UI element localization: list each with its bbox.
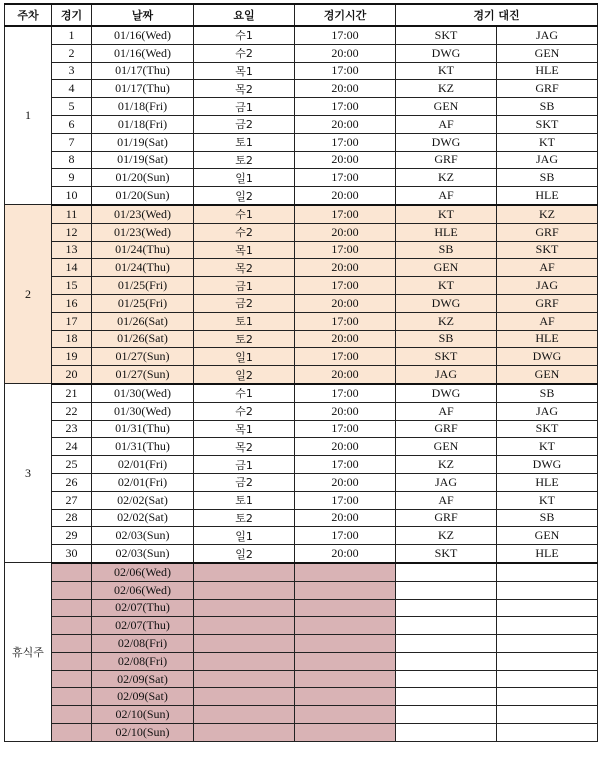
game-date: 02/01(Fri) (92, 473, 194, 491)
team-2: HLE (497, 330, 598, 348)
table-row (5, 312, 598, 330)
team-2: KT (497, 438, 598, 456)
game-time (295, 724, 396, 742)
game-number (52, 724, 92, 742)
game-time: 17:00 (295, 133, 396, 151)
game-date: 02/03(Sun) (92, 527, 194, 545)
game-date: 02/09(Sat) (92, 688, 194, 706)
game-number: 13 (52, 241, 92, 259)
table-row (5, 724, 598, 742)
team-2: HLE (497, 62, 598, 80)
team-2: GEN (497, 366, 598, 384)
game-date: 01/18(Fri) (92, 98, 194, 116)
team-2: DWG (497, 456, 598, 474)
header-day: 요일 (194, 4, 295, 26)
team-2: SB (497, 169, 598, 187)
table-row (5, 617, 598, 635)
table-row (5, 294, 598, 312)
team-1: AF (396, 187, 497, 205)
game-number (52, 635, 92, 653)
game-number: 19 (52, 348, 92, 366)
team-1: KZ (396, 456, 497, 474)
team-2: JAG (497, 402, 598, 420)
team-2: SB (497, 98, 598, 116)
team-1: AF (396, 115, 497, 133)
team-2: HLE (497, 545, 598, 563)
game-time: 20:00 (295, 294, 396, 312)
header-date: 날짜 (92, 4, 194, 26)
game-number: 11 (52, 205, 92, 223)
team-2 (497, 652, 598, 670)
game-number (52, 688, 92, 706)
game-number: 7 (52, 133, 92, 151)
table-row (5, 44, 598, 62)
game-number: 17 (52, 312, 92, 330)
team-1: KT (396, 205, 497, 223)
game-number: 9 (52, 169, 92, 187)
team-1: DWG (396, 384, 497, 402)
game-time: 17:00 (295, 527, 396, 545)
team-2: GRF (497, 223, 598, 241)
game-date: 01/26(Sat) (92, 330, 194, 348)
team-1: SKT (396, 545, 497, 563)
game-number: 10 (52, 187, 92, 205)
game-number: 25 (52, 456, 92, 474)
game-day: 목1 (194, 241, 295, 259)
game-date: 01/20(Sun) (92, 187, 194, 205)
table-row (5, 581, 598, 599)
game-number (52, 581, 92, 599)
team-1: SB (396, 330, 497, 348)
team-2: HLE (497, 187, 598, 205)
game-number: 1 (52, 26, 92, 44)
game-number: 22 (52, 402, 92, 420)
game-time: 20:00 (295, 509, 396, 527)
team-2 (497, 563, 598, 581)
game-day: 금1 (194, 277, 295, 295)
game-number (52, 652, 92, 670)
game-date: 02/06(Wed) (92, 563, 194, 581)
game-time: 20:00 (295, 44, 396, 62)
week-section (5, 384, 598, 563)
table-row (5, 241, 598, 259)
game-time: 17:00 (295, 420, 396, 438)
team-2: KZ (497, 205, 598, 223)
team-1: GEN (396, 259, 497, 277)
table-row (5, 151, 598, 169)
team-2: SB (497, 384, 598, 402)
game-day: 일1 (194, 348, 295, 366)
game-day (194, 617, 295, 635)
game-number: 27 (52, 491, 92, 509)
team-1: KT (396, 62, 497, 80)
table-header (5, 4, 598, 26)
game-day: 목1 (194, 62, 295, 80)
table-row (5, 635, 598, 653)
game-time (295, 670, 396, 688)
game-date: 02/01(Fri) (92, 456, 194, 474)
game-number: 16 (52, 294, 92, 312)
game-day: 토1 (194, 491, 295, 509)
team-1: GEN (396, 98, 497, 116)
team-2: JAG (497, 277, 598, 295)
game-date: 01/18(Fri) (92, 115, 194, 133)
table-row (5, 456, 598, 474)
table-row (5, 670, 598, 688)
game-number: 3 (52, 62, 92, 80)
table-row (5, 98, 598, 116)
team-1 (396, 724, 497, 742)
game-day: 토2 (194, 509, 295, 527)
game-date: 01/24(Thu) (92, 259, 194, 277)
game-date: 01/30(Wed) (92, 402, 194, 420)
team-1: KZ (396, 312, 497, 330)
team-2: KT (497, 133, 598, 151)
game-day: 수1 (194, 384, 295, 402)
team-2: SKT (497, 115, 598, 133)
game-date: 02/09(Sat) (92, 670, 194, 688)
table-row (5, 80, 598, 98)
table-row (5, 259, 598, 277)
team-1: AF (396, 402, 497, 420)
team-2: JAG (497, 151, 598, 169)
game-number: 2 (52, 44, 92, 62)
game-day: 일2 (194, 545, 295, 563)
team-2: GRF (497, 80, 598, 98)
game-number: 30 (52, 545, 92, 563)
team-2: HLE (497, 473, 598, 491)
game-number: 8 (52, 151, 92, 169)
game-date: 01/24(Thu) (92, 241, 194, 259)
team-2 (497, 635, 598, 653)
game-date: 01/25(Fri) (92, 277, 194, 295)
game-number: 28 (52, 509, 92, 527)
game-number: 23 (52, 420, 92, 438)
table-row (5, 473, 598, 491)
game-time (295, 581, 396, 599)
game-time: 17:00 (295, 491, 396, 509)
game-day: 토1 (194, 133, 295, 151)
game-time: 17:00 (295, 62, 396, 80)
game-date: 01/26(Sat) (92, 312, 194, 330)
game-date: 02/10(Sun) (92, 706, 194, 724)
game-number: 5 (52, 98, 92, 116)
week-section (5, 26, 598, 205)
game-number: 18 (52, 330, 92, 348)
team-1: GEN (396, 438, 497, 456)
team-1 (396, 670, 497, 688)
game-day (194, 688, 295, 706)
team-1: SKT (396, 26, 497, 44)
team-1: DWG (396, 294, 497, 312)
game-day: 금1 (194, 98, 295, 116)
game-time (295, 563, 396, 581)
table-row (5, 706, 598, 724)
team-2: JAG (497, 26, 598, 44)
game-time (295, 706, 396, 724)
week-label: 3 (5, 384, 52, 563)
game-number (52, 599, 92, 617)
game-time: 20:00 (295, 438, 396, 456)
game-number (52, 617, 92, 635)
game-date: 02/07(Thu) (92, 617, 194, 635)
table-row (5, 205, 598, 223)
game-time: 17:00 (295, 241, 396, 259)
game-number: 29 (52, 527, 92, 545)
game-date: 01/31(Thu) (92, 420, 194, 438)
game-date: 01/19(Sat) (92, 151, 194, 169)
game-date: 02/02(Sat) (92, 509, 194, 527)
game-day: 수1 (194, 26, 295, 44)
game-day: 목1 (194, 420, 295, 438)
table-row (5, 330, 598, 348)
game-date: 01/31(Thu) (92, 438, 194, 456)
team-1 (396, 635, 497, 653)
game-number: 21 (52, 384, 92, 402)
game-time: 17:00 (295, 169, 396, 187)
game-number: 24 (52, 438, 92, 456)
team-1: GRF (396, 509, 497, 527)
table-row (5, 62, 598, 80)
game-time: 17:00 (295, 384, 396, 402)
header-time: 경기시간 (295, 4, 396, 26)
team-2 (497, 617, 598, 635)
game-day (194, 670, 295, 688)
team-2: SKT (497, 241, 598, 259)
game-time: 20:00 (295, 187, 396, 205)
game-day (194, 563, 295, 581)
header-game: 경기 (52, 4, 92, 26)
game-day: 토2 (194, 151, 295, 169)
game-date: 01/23(Wed) (92, 223, 194, 241)
game-date: 01/17(Thu) (92, 80, 194, 98)
game-time: 20:00 (295, 259, 396, 277)
week-label: 1 (5, 26, 52, 205)
week-label: 2 (5, 205, 52, 384)
table-row (5, 491, 598, 509)
team-1: DWG (396, 133, 497, 151)
game-time: 17:00 (295, 348, 396, 366)
team-2: DWG (497, 348, 598, 366)
game-date: 01/17(Thu) (92, 62, 194, 80)
game-time: 17:00 (295, 456, 396, 474)
game-day (194, 581, 295, 599)
game-day: 토1 (194, 312, 295, 330)
game-day: 일2 (194, 187, 295, 205)
table-row (5, 545, 598, 563)
game-time (295, 688, 396, 706)
team-2 (497, 581, 598, 599)
game-date: 01/27(Sun) (92, 366, 194, 384)
team-1 (396, 581, 497, 599)
game-number: 6 (52, 115, 92, 133)
table-row (5, 688, 598, 706)
team-1 (396, 617, 497, 635)
table-row (5, 438, 598, 456)
team-1: SB (396, 241, 497, 259)
game-day: 수2 (194, 44, 295, 62)
game-day: 토2 (194, 330, 295, 348)
team-1: GRF (396, 151, 497, 169)
game-number: 4 (52, 80, 92, 98)
game-day: 수2 (194, 223, 295, 241)
game-time: 17:00 (295, 98, 396, 116)
table-row (5, 26, 598, 44)
header-matchup: 경기 대진 (396, 4, 598, 26)
table-row (5, 384, 598, 402)
game-time (295, 617, 396, 635)
team-2: AF (497, 312, 598, 330)
team-2 (497, 599, 598, 617)
game-day: 목2 (194, 259, 295, 277)
team-1: KZ (396, 527, 497, 545)
team-1 (396, 688, 497, 706)
team-2: AF (497, 259, 598, 277)
team-1: KZ (396, 169, 497, 187)
game-number (52, 670, 92, 688)
week-section (5, 205, 598, 384)
game-day: 일1 (194, 169, 295, 187)
game-day (194, 724, 295, 742)
header-week: 주차 (5, 4, 52, 26)
game-day: 금2 (194, 294, 295, 312)
team-1: KZ (396, 80, 497, 98)
game-day (194, 652, 295, 670)
game-day: 목2 (194, 438, 295, 456)
game-day: 금2 (194, 473, 295, 491)
break-week-section (5, 563, 598, 741)
game-time (295, 599, 396, 617)
game-date: 01/16(Wed) (92, 44, 194, 62)
game-day: 목2 (194, 80, 295, 98)
team-1: AF (396, 491, 497, 509)
game-date: 01/27(Sun) (92, 348, 194, 366)
break-week-label: 휴식주 (5, 563, 52, 741)
game-day: 금1 (194, 456, 295, 474)
game-time: 20:00 (295, 80, 396, 98)
game-time: 20:00 (295, 330, 396, 348)
table-row (5, 509, 598, 527)
game-day: 수1 (194, 205, 295, 223)
team-1 (396, 563, 497, 581)
team-2: KT (497, 491, 598, 509)
team-1 (396, 652, 497, 670)
game-time: 20:00 (295, 115, 396, 133)
team-1: JAG (396, 473, 497, 491)
game-time (295, 635, 396, 653)
game-date: 02/08(Fri) (92, 635, 194, 653)
game-date: 01/25(Fri) (92, 294, 194, 312)
game-time: 17:00 (295, 277, 396, 295)
game-date: 02/07(Thu) (92, 599, 194, 617)
game-date: 01/19(Sat) (92, 133, 194, 151)
team-1: DWG (396, 44, 497, 62)
game-day: 일1 (194, 527, 295, 545)
game-number: 26 (52, 473, 92, 491)
team-1: SKT (396, 348, 497, 366)
game-date: 01/23(Wed) (92, 205, 194, 223)
table-row (5, 169, 598, 187)
game-time: 20:00 (295, 402, 396, 420)
game-time: 20:00 (295, 366, 396, 384)
game-day (194, 599, 295, 617)
game-number (52, 563, 92, 581)
table-row (5, 223, 598, 241)
team-2 (497, 688, 598, 706)
table-row (5, 563, 598, 581)
game-time: 20:00 (295, 223, 396, 241)
game-time: 20:00 (295, 151, 396, 169)
table-row (5, 277, 598, 295)
game-date: 02/08(Fri) (92, 652, 194, 670)
game-date: 02/03(Sun) (92, 545, 194, 563)
table-row (5, 115, 598, 133)
team-1 (396, 706, 497, 724)
team-2 (497, 706, 598, 724)
game-time: 17:00 (295, 26, 396, 44)
game-day: 일2 (194, 366, 295, 384)
game-number (52, 706, 92, 724)
game-time: 20:00 (295, 545, 396, 563)
team-2: GEN (497, 44, 598, 62)
game-date: 02/02(Sat) (92, 491, 194, 509)
schedule-table (4, 3, 598, 742)
table-row (5, 348, 598, 366)
team-2: GEN (497, 527, 598, 545)
game-date: 01/16(Wed) (92, 26, 194, 44)
team-2: SKT (497, 420, 598, 438)
table-row (5, 652, 598, 670)
team-1: GRF (396, 420, 497, 438)
table-row (5, 527, 598, 545)
table-row (5, 366, 598, 384)
table-row (5, 599, 598, 617)
team-1: KT (396, 277, 497, 295)
game-date: 01/30(Wed) (92, 384, 194, 402)
team-2: SB (497, 509, 598, 527)
team-1: HLE (396, 223, 497, 241)
game-time: 17:00 (295, 205, 396, 223)
team-2: GRF (497, 294, 598, 312)
team-1 (396, 599, 497, 617)
table-row (5, 187, 598, 205)
game-day: 금2 (194, 115, 295, 133)
table-row (5, 402, 598, 420)
team-2 (497, 724, 598, 742)
table-row (5, 420, 598, 438)
table-row (5, 133, 598, 151)
game-time: 20:00 (295, 473, 396, 491)
game-number: 14 (52, 259, 92, 277)
team-1: JAG (396, 366, 497, 384)
game-day: 수2 (194, 402, 295, 420)
game-time: 17:00 (295, 312, 396, 330)
team-2 (497, 670, 598, 688)
game-time (295, 652, 396, 670)
game-day (194, 706, 295, 724)
game-day (194, 635, 295, 653)
game-number: 12 (52, 223, 92, 241)
game-number: 20 (52, 366, 92, 384)
game-date: 02/10(Sun) (92, 724, 194, 742)
game-date: 02/06(Wed) (92, 581, 194, 599)
game-date: 01/20(Sun) (92, 169, 194, 187)
game-number: 15 (52, 277, 92, 295)
